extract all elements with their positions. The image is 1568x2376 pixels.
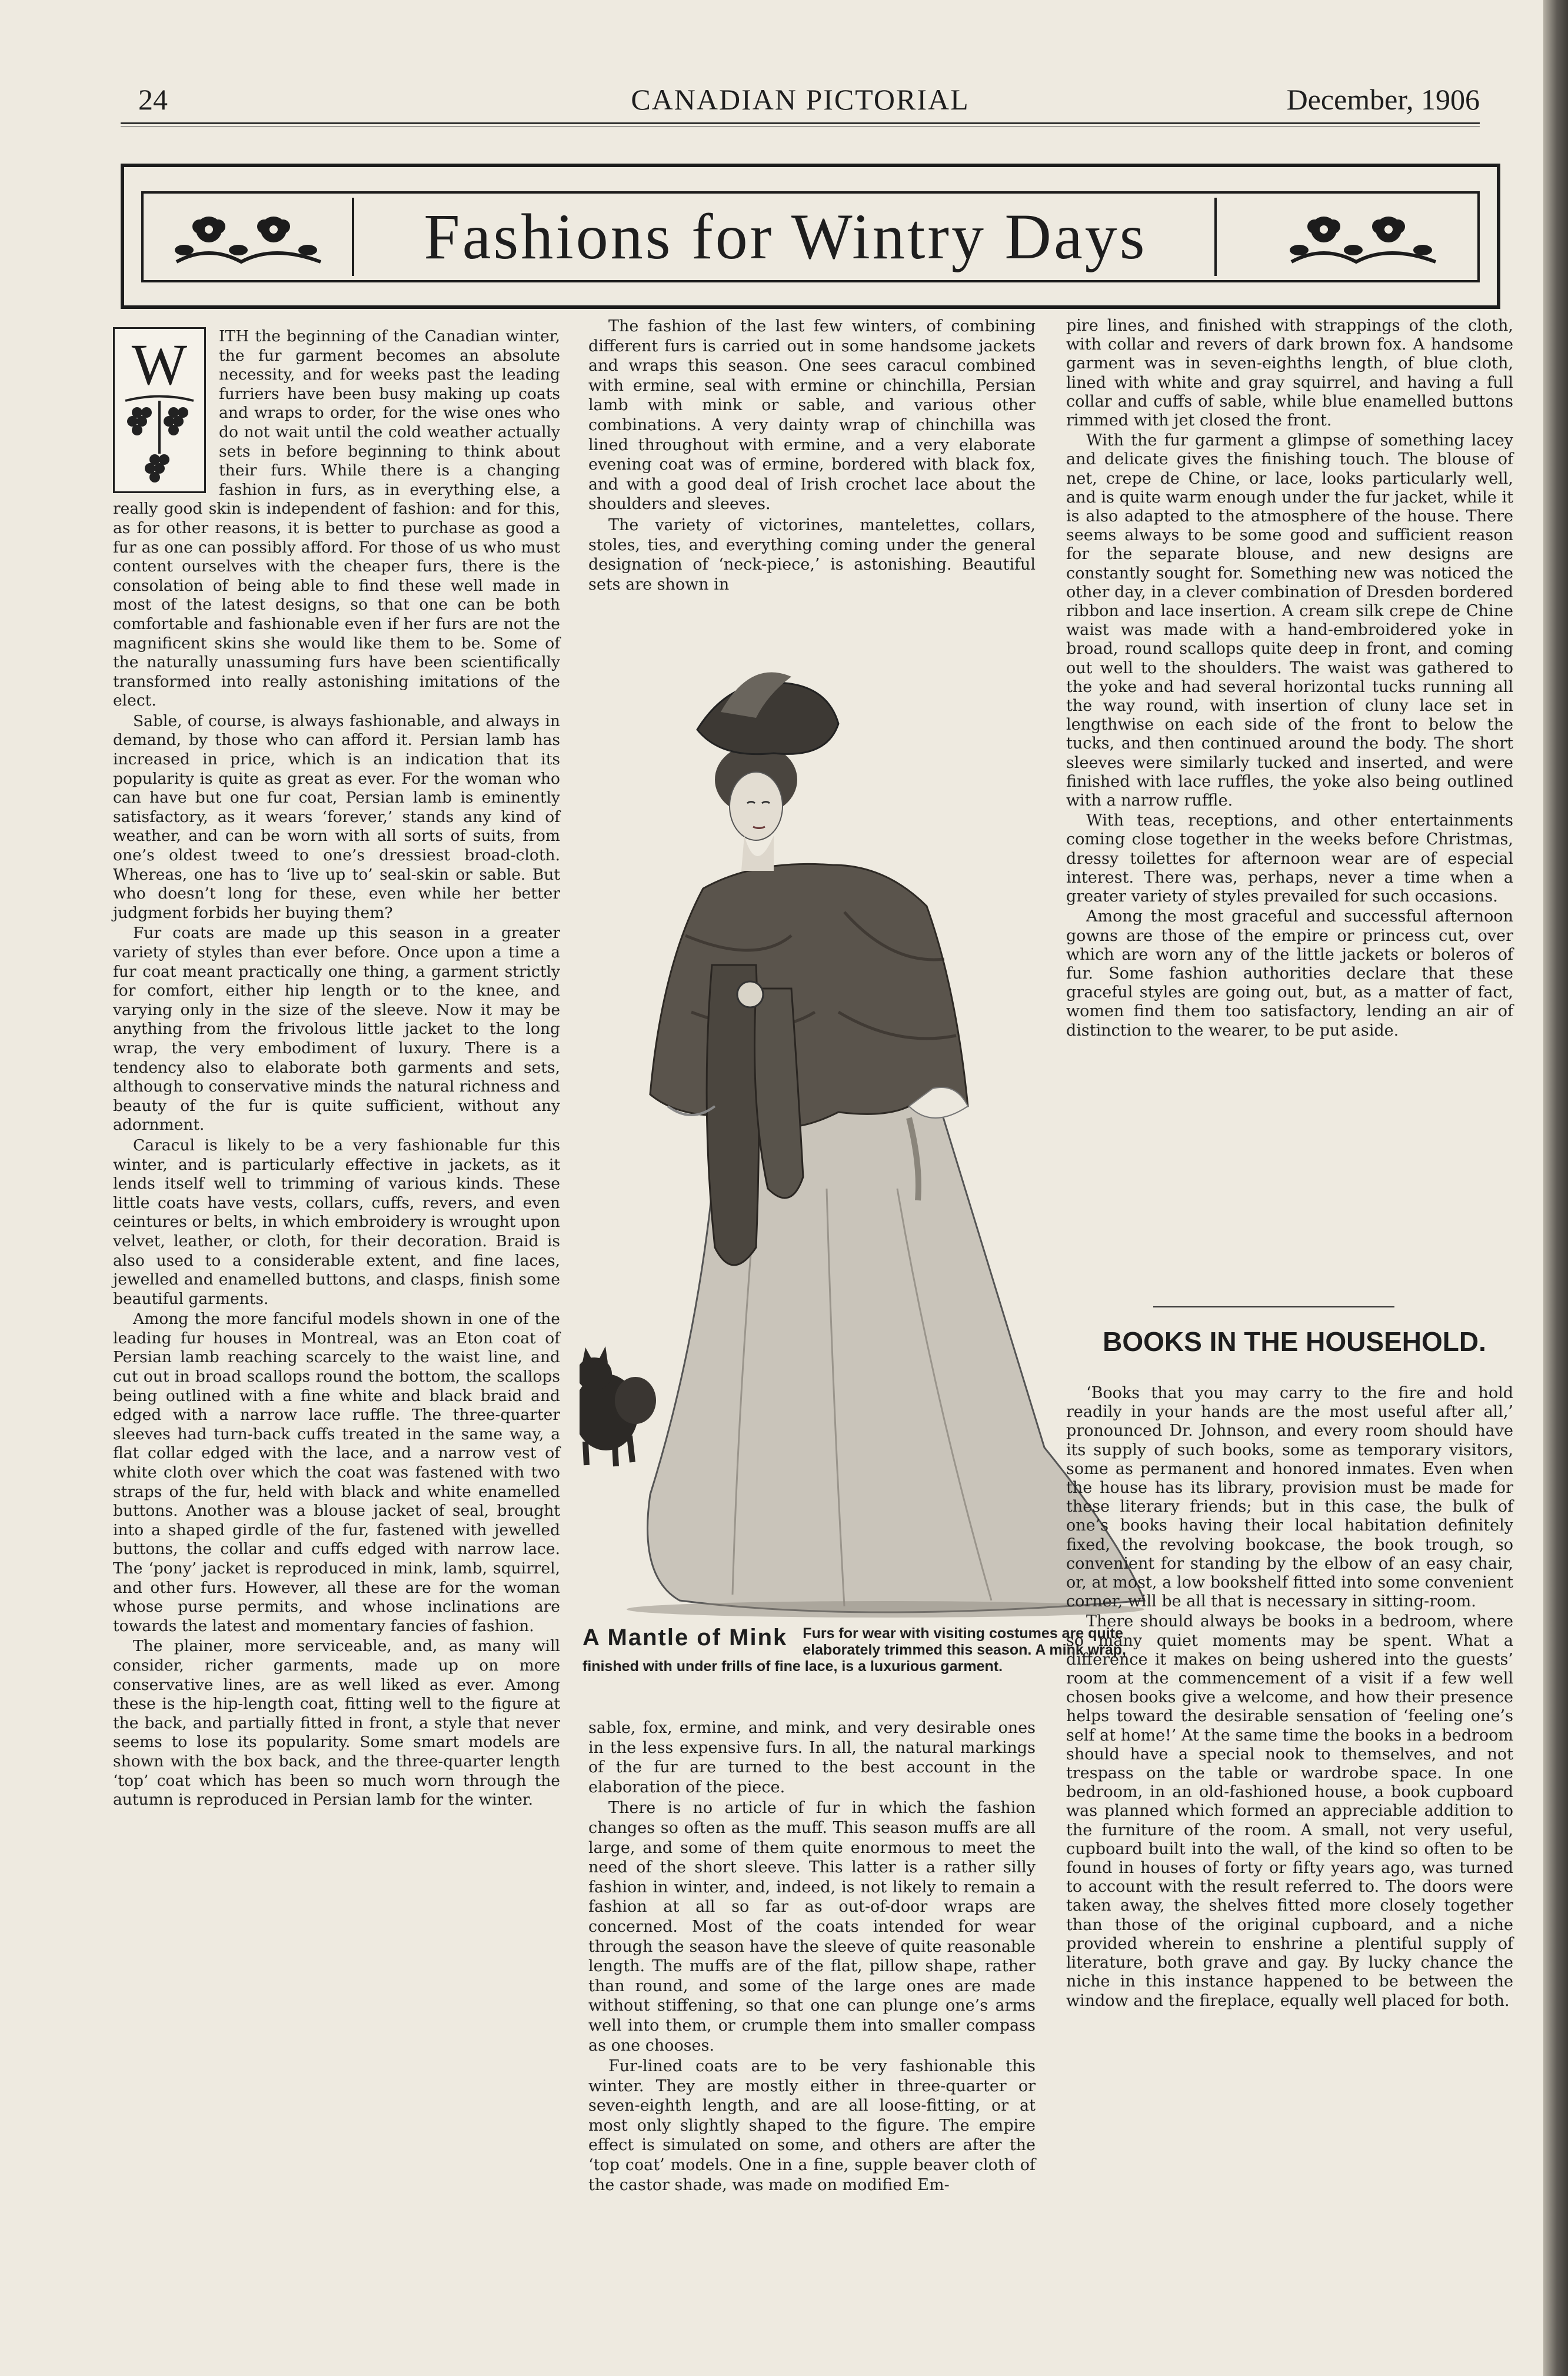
caption-text: Furs for wear with visiting costumes are quite elaborately trimmed this season. A mink wrap, finished with under frills of fine lace, is a luxurious garment.: [582, 1625, 1127, 1675]
header-rule: [121, 122, 1480, 124]
article-paragraph: The plainer, more serviceable, and, as many will consider, richer garments, made up on more conservative lines, are as well liked as ever. Among these is the hip-length coat, fitting well to the figure at the back, and partially fitted in front, a style that never seems to lose its popularity. Some smart models are shown with the box back, and the three-quarter length ‘top’ coat which has been so much worn through the autumn is reproduced in Persian lamb for the winter.: [113, 1637, 560, 1809]
caption-title: A Mantle of Mink: [582, 1625, 788, 1650]
article-column-1: [113, 327, 560, 1811]
article-column-3: [1066, 317, 1513, 1041]
binding-spine-shadow: [1543, 0, 1568, 2376]
article-paragraph: There should always be books in a bedroom, where so many quiet moments may be spent. What a difference it makes on being ushered into the guests’ room at the commencement of a visit if a few well chosen books give a welcome, and how their presence helps toward the desirable sensation of ‘feeling one’s self at home!’ At the same time the books in a bedroom should have a special nook to themselves, and not trespass on the table or wardrobe space. In one bedroom, in an old-fashioned house, a book cupboard was planned which formed an appreciable addition to the furniture of the room. A small, not very useful, cupboard built into the wall, of the kind so often to be found in houses of forty or fifty years ago, was turned to account with the result referred to. The doors were taken away, the shelves fitted more closely together than those of the original cupboard, and a niche provided wherein to enshrine a plentiful supply of literature, both grave and gay. By lucky chance the niche in this instance happened to be between the window and the fireplace, equally well placed for both.: [1066, 1612, 1513, 2010]
dropcap: [113, 327, 206, 493]
rose-ornament-icon: [174, 203, 327, 271]
publication-title: CANADIAN PICTORIAL: [631, 83, 970, 116]
section-divider: [1153, 1306, 1394, 1307]
article-paragraph: Sable, of course, is always fashionable, and always in demand, by those who can afford it. Persian lamb has increased in price, which is an indication that its popularity is quite as great as ever. For the woman who can have but one fur coat, Persian lamb is eminently satisfactory, as it wears ‘forever,’ stands any kind of weather, and can be worn with all sorts of suits, from one’s oldest tweed to one’s dressiest broad-cloth. Whereas, one has to ‘live up to’ seal-skin or sable. But who doesn’t long for these, even while her better judgment forbids her buying them?: [113, 711, 560, 922]
page-header: [121, 78, 1480, 125]
article-paragraph: Fur-lined coats are to be very fashionable this winter. They are mostly either in three-quarter or seven-eighth length, and are all loose-fitting, or at most only slightly shaped to the figure. The empire effect is simulated on some, and others are after the ‘top coat’ models. One in a fine, supple beaver cloth of the castor shade, was made on modified Em-: [588, 2057, 1036, 2194]
pomeranian-dog-icon: [580, 1346, 656, 1466]
article-paragraph: The fashion of the last few winters, of combining different furs is carried out in some handsome jackets and wraps this season. One sees caracul combined with ermine, seal with ermine or chinchilla, Persian lamb with mink or sable, and various other combinations. A very dainty wrap of chinchilla was lined throughout with ermine, and a very elaborate evening coat was of ermine, bordered with black fox, and with a good deal of Irish crochet lace about the shoulders and sleeves.: [588, 317, 1036, 514]
article-paragraph: sable, fox, ermine, and mink, and very desirable ones in the less expensive furs. In all, the natural markings of the fur are turned to the best account in the elaboration of the piece.: [588, 1719, 1036, 1796]
issue-date: December, 1906: [1286, 83, 1480, 116]
article-paragraph: [113, 327, 560, 711]
article-paragraph: Among the most graceful and successful afternoon gowns are those of the empire or princess cut, over which are worn any of the little jackets or boleros of fur. Some fashion authorities declare that these graceful styles are going out, but, as a matter of fact, women find them too satisfactory, lending an air of distinction to the wearer, to be put aside.: [1066, 907, 1513, 1040]
article-paragraph: Among the more fanciful models shown in one of the leading fur houses in Montreal, was an Eton coat of Persian lamb reaching scarcely to the waist line, and cut out in broad scallops round the bottom, the scallops being outlined with a fine white and black braid and edged with a narrow lace ruffle. The three-quarter sleeves had turn-back cuffs treated in the same way, a flat collar edged with the lace, and a narrow vest of white cloth over which the coat was fastened with two straps of the fur, held with black and white enamelled buttons. Another was a blouse jacket of seal, brought into a shaped girdle of the fur, fastened with jewelled buttons, the collar and cuffs edged with narrow lace. The ‘pony’ jacket is reproduced in mink, lamb, squirrel, and other furs. However, all these are for the woman whose purse permits, and whose inclinations are towards the latest and momentary fancies of fashion.: [113, 1310, 560, 1635]
article-column-2-top: [588, 317, 1036, 595]
books-article: [1066, 1384, 1513, 2012]
article-column-2-bottom: [588, 1718, 1036, 2196]
header-rule-thin: [121, 126, 1480, 127]
banner-title: Fashions for Wintry Days: [424, 201, 1147, 272]
article-paragraph: ‘Books that you may carry to the fire and hold readily in your hands are the most useful after all,’ pronounced Dr. Johnson, and every room should have its supply of such books, some as temporary visitors, some as permanent and honored inmates. Even when the house has its library, provision must be made for these literary friends; but in this case, the bulk of one’s books having their local habitation definitely fixed, the revolving bookcase, the book trough, so convenient for standing by the elbow of an easy chair, or, at most, a low bookshelf fitted into some convenient corner, will be all that is necessary in sitting-room.: [1066, 1384, 1513, 1611]
article-paragraph: Fur coats are made up this season in a greater variety of styles than ever before. Once upon a time a fur coat meant practically one thing, a garment strictly for comfort, either hip length or to the knee, and varying only in the size of the sleeve. Now it may be anything from the frivolous little jacket to the long wrap, the very embodiment of luxury. There is a tendency also to elaborate both garments and sets, although to conservative minds the natural richness and beauty of the fur is quite sufficient, without any adornment.: [113, 924, 560, 1134]
article-paragraph: pire lines, and finished with strappings of the cloth, with collar and revers of dark brown fox. A handsome garment was in seven-eighths length, of blue cloth, lined with white and gray squirrel, and having a full collar and cuffs of sable, while blue enamelled buttons rimmed with jet closed the front.: [1066, 317, 1513, 430]
rose-ornament-icon: [1289, 203, 1442, 271]
article-paragraph: There is no article of fur in which the fashion changes so often as the muff. This season muffs are all large, and some of them quite enormous to meet the need of the short sleeve. This latter is a rather silly fashion in winter, and, indeed, is not likely to remain a fashion at all so far as out-of-door wraps are concerned. Most of the coats intended for wear through the season have the sleeve of quite reasonable length. The muffs are of the flat, pillow shape, rather than round, and some of the large ones are made without stiffening, so that one can plunge one’s arms well into them, or crumple them into smaller compass as one chooses.: [588, 1799, 1036, 2055]
article-paragraph: The variety of victorines, mantelettes, collars, stoles, ties, and everything coming under the general designation of ‘neck-piece,’ is astonishing. Beautiful sets are shown in: [588, 515, 1036, 594]
books-section-heading: BOOKS IN THE HOUSEHOLD.: [1103, 1326, 1486, 1357]
figure-caption: [582, 1625, 1147, 1675]
article-paragraph: Caracul is likely to be a very fashionable fur this winter, and is particularly effective in jackets, as it lends itself well to trimming of various kinds. These little coats have vests, collars, cuffs, revers, and even ceintures or belts, in which embroidery is wrought upon velvet, leather, or cloth, for their decoration. Braid is also used to a considerable extent, and fine laces, jewelled and enamelled buttons, and clasps, finish some beautiful garments.: [113, 1136, 560, 1308]
article-paragraph: With teas, receptions, and other entertainments coming close together in the weeks before Christmas, dressy toilettes for afternoon wear are of especial interest. There was, perhaps, never a time when a greater variety of styles prevailed for such occasions.: [1066, 811, 1513, 906]
banner-divider-right: [1214, 198, 1217, 276]
article-paragraph: With the fur garment a glimpse of something lacey and delicate gives the finishing touch. The blouse of net, crepe de Chine, or lace, looks particularly well, and is quite warm enough under the fur jacket, while it is also adapted to the atmosphere of the house. There seems always to be some good and sufficient reason for the separate blouse, and new designs are constantly sought for. Something new was noticed the other day, in a clever combination of Dresden bordered ribbon and lace insertion. A cream silk crepe de Chine waist was made with a hand-embroidered yoke in broad, round scallops quite deep in front, and coming out well to the shoulders. The waist was gathered to the yoke and had several horizontal tucks running all the way round, with insertion of cluny lace set in lengthwise on each side of the front to below the tucks, and then continued around the body. The short sleeves were similarly tucked and inserted, and were finished with lace ruffles, the yoke also being outlined with a narrow ruffle.: [1066, 431, 1513, 810]
grapevine-icon: [119, 395, 199, 489]
page-number: 24: [138, 83, 168, 116]
dropcap-letter: W: [131, 332, 188, 397]
banner-divider-left: [352, 198, 354, 276]
article-text: ITH the beginning of the Canadian winter, the fur garment becomes an absolute necessity, and for weeks past the leading furriers have been busy making up coats and wraps to order, for the wise ones who do not wait until the cold weather actually sets in before beginning to think about their furs. While there is a changing fashion in furs, as in everything else, a really good skin is independent of fashion: and for this, as for other reasons, it is better to purchase as good a fur as one can possibly afford. For those of us who must content ourselves with the cheaper furs, there is the consolation of being able to find these well made in most of the latest designs, so that one can be both comfortable and fashionable even if her furs are not the magnificent skins she would like them to be. Some of the naturally unassuming furs have been scientifically transformed into really astonishing imitations of the elect.: [113, 327, 560, 710]
